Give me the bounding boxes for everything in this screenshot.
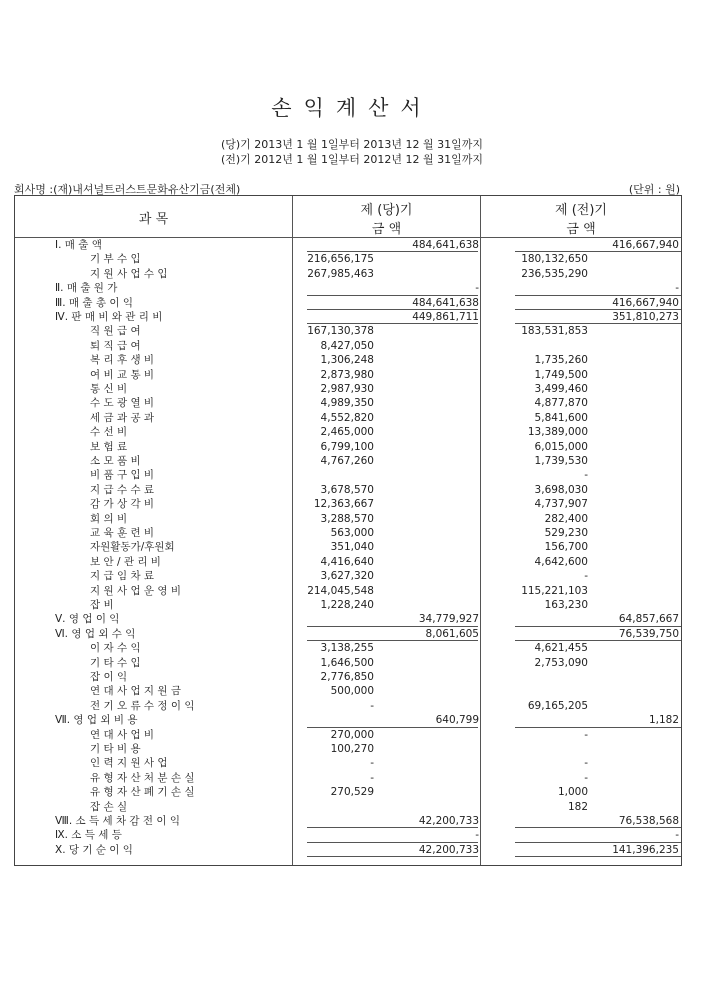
current-sub-amount: 3,627,320 [320,570,374,583]
current-sub-amount: 2,465,000 [320,426,374,439]
account-label: 기 부 수 입 [90,253,141,266]
account-label: 수 도 광 열 비 [90,397,155,410]
prior-sub-amount: 180,132,650 [521,253,588,266]
section-row [15,843,681,857]
item-row [15,742,681,756]
current-sub-amount: 500,000 [330,685,374,698]
current-total-amount: 449,861,711 [412,311,479,323]
current-total-amount: - [475,829,479,842]
account-label: Ⅳ. 판 매 비 와 관 리 비 [55,311,163,323]
item-row [15,468,681,482]
prior-sub-amount: 1,735,260 [534,354,588,367]
item-row [15,728,681,742]
account-label: Ⅸ. 소 득 세 등 [55,829,122,842]
section-row [15,814,681,828]
account-label: 잡 비 [90,599,114,611]
prior-sub-amount: 236,535,290 [521,267,588,280]
account-label: 비 품 구 입 비 [90,469,155,482]
section-row [15,296,681,310]
account-label: 자원활동가/후원회 [90,541,175,554]
header-current-amount: 금 액 [371,222,402,237]
prior-total-amount: - [675,829,679,842]
prior-sub-amount: 282,400 [544,512,588,525]
current-total-amount: 484,641,638 [412,296,479,309]
current-sub-amount: 4,989,350 [320,397,374,410]
prior-total-amount: 141,396,235 [612,843,679,856]
account-label: 보 안 / 관 리 비 [90,555,161,568]
prior-sub-amount: 1,749,500 [534,368,588,381]
current-sub-amount: - [370,757,374,770]
section-row [15,310,681,324]
account-label: 퇴 직 급 여 [90,339,141,352]
item-row [15,684,681,698]
prior-total-amount: 64,857,667 [618,613,679,626]
prior-sub-amount: 6,015,000 [534,440,588,453]
item-row [15,396,681,410]
account-label: Ⅴ. 영 업 이 익 [55,613,120,626]
current-sub-amount: 8,427,050 [320,339,374,352]
item-row [15,540,681,554]
current-sub-amount: 3,288,570 [320,512,374,525]
company-name: 회사명 :(재)내셔널트러스트문화유산기금(전체) [14,183,241,196]
account-label: 복 리 후 생 비 [90,354,155,367]
prior-sub-amount: 3,499,460 [534,383,588,395]
account-label: 연 대 사 업 지 원 금 [90,685,182,698]
current-total-amount: 640,799 [435,714,479,727]
item-row [15,497,681,511]
account-label: 세 금 과 공 과 [90,411,155,424]
prior-sub-amount: 2,753,090 [534,656,588,669]
row-underline [307,856,478,857]
account-label: 지 원 사 업 운 영 비 [90,584,182,597]
account-label: 인 력 지 원 사 업 [90,757,168,770]
section-row [15,713,681,727]
prior-sub-amount: 115,221,103 [521,584,588,597]
prior-sub-amount: - [584,728,588,741]
current-sub-amount: 2,776,850 [320,671,374,683]
prior-sub-amount: - [584,469,588,482]
item-row [15,598,681,612]
item-row [15,656,681,670]
current-total-amount: 42,200,733 [418,815,479,827]
period-prior: (전)기 2012년 1 월 1일부터 2012년 12 월 31일까지 [220,153,484,166]
current-sub-amount: 270,000 [330,728,374,741]
account-label: 소 모 품 비 [90,455,141,467]
prior-total-amount: - [675,282,679,295]
item-row [15,353,681,367]
account-label: 유 형 자 산 폐 기 손 실 [90,786,195,799]
prior-total-amount: 416,667,940 [612,239,679,251]
prior-sub-amount: 156,700 [544,541,588,554]
current-sub-amount: 4,416,640 [320,555,374,568]
current-sub-amount: - [370,771,374,784]
current-total-amount: 42,200,733 [418,843,479,856]
item-row [15,699,681,713]
period-current: (당)기 2013년 1 월 1일부터 2013년 12 월 31일까지 [220,138,484,151]
prior-sub-amount: 1,739,530 [534,455,588,467]
current-sub-amount: 267,985,463 [307,267,374,280]
prior-sub-amount: 69,165,205 [527,699,588,712]
current-sub-amount: 3,678,570 [320,483,374,496]
current-total-amount: 8,061,605 [425,627,479,640]
item-row [15,526,681,540]
current-sub-amount: 1,306,248 [320,354,374,367]
item-row [15,324,681,338]
current-total-amount: 34,779,927 [418,613,479,626]
account-label: 교 육 훈 련 비 [90,527,155,539]
prior-sub-amount: - [584,771,588,784]
current-sub-amount: 2,987,930 [320,383,374,395]
current-sub-amount: 1,228,240 [320,599,374,611]
account-label: 지 급 수 수 료 [90,483,155,496]
item-row [15,454,681,468]
account-label: 지 급 임 차 료 [90,570,155,583]
header-prior-period: 제 (전)기 [555,203,607,218]
prior-sub-amount: - [584,570,588,583]
item-row [15,569,681,583]
current-sub-amount: - [370,699,374,712]
item-row [15,756,681,770]
account-label: 직 원 급 여 [90,325,141,338]
prior-sub-amount: 4,621,455 [534,642,588,655]
account-label: Ⅰ. 매 출 액 [55,239,102,251]
account-label: 잡 이 익 [90,671,128,683]
current-sub-amount: 6,799,100 [320,440,374,453]
account-label: Ⅵ. 영 업 외 수 익 [55,627,136,640]
current-sub-amount: 167,130,378 [307,325,374,338]
prior-sub-amount: 183,531,853 [521,325,588,338]
item-row [15,411,681,425]
prior-sub-amount: 163,230 [544,599,588,611]
item-row [15,512,681,526]
item-row [15,641,681,655]
item-row [15,339,681,353]
item-row [15,368,681,382]
item-row [15,670,681,684]
prior-sub-amount: - [584,757,588,770]
account-label: 보 험 료 [90,440,128,453]
section-row [15,281,681,295]
current-sub-amount: 563,000 [330,527,374,539]
prior-sub-amount: 182 [567,800,588,813]
item-row [15,771,681,785]
current-total-amount: 484,641,638 [412,239,479,251]
current-sub-amount: 2,873,980 [320,368,374,381]
current-sub-amount: 1,646,500 [320,656,374,669]
account-label: 여 비 교 통 비 [90,368,155,381]
account-label: 수 선 비 [90,426,128,439]
prior-sub-amount: 13,389,000 [527,426,588,439]
current-total-amount: - [475,282,479,295]
account-label: Ⅹ. 당 기 순 이 익 [55,843,133,856]
unit-label: (단위 : 원) [628,183,680,196]
account-label: Ⅲ. 매 출 총 이 익 [55,296,133,309]
account-label: 기 타 비 용 [90,743,141,755]
prior-sub-amount: 529,230 [544,527,588,539]
statement-title: 손익계산서 [271,96,433,120]
section-row [15,828,681,842]
current-sub-amount: 351,040 [330,541,374,554]
prior-sub-amount: 4,737,907 [534,498,588,511]
current-sub-amount: 4,767,260 [320,455,374,467]
current-sub-amount: 4,552,820 [320,411,374,424]
item-row [15,425,681,439]
item-row [15,440,681,454]
account-label: 잡 손 실 [90,800,128,813]
prior-sub-amount: 4,877,870 [534,397,588,410]
account-label: 유 형 자 산 처 분 손 실 [90,771,195,784]
current-sub-amount: 3,138,255 [320,642,374,655]
prior-total-amount: 76,538,568 [618,815,679,827]
account-label: Ⅷ. 소 득 세 차 감 전 이 익 [55,815,181,827]
section-row [15,627,681,641]
prior-total-amount: 1,182 [648,714,679,727]
item-row [15,555,681,569]
account-label: 감 가 상 각 비 [90,498,155,511]
current-sub-amount: 216,656,175 [307,253,374,266]
account-label: 회 의 비 [90,512,128,525]
header-prior-amount: 금 액 [566,222,596,237]
item-row [15,483,681,497]
account-label: 이 자 수 익 [90,642,141,655]
prior-sub-amount: 4,642,600 [534,555,588,568]
prior-sub-amount: 5,841,600 [534,411,588,424]
item-row [15,785,681,799]
account-label: 지 원 사 업 수 입 [90,267,168,280]
current-sub-amount: 214,045,548 [307,584,374,597]
item-row [15,267,681,281]
account-label: 연 대 사 업 비 [90,728,155,741]
item-row [15,252,681,266]
current-sub-amount: 12,363,667 [313,498,374,511]
account-label: Ⅱ. 매 출 원 가 [55,282,118,295]
prior-sub-amount: 1,000 [557,786,588,799]
header-current-period: 제 (당)기 [360,203,413,218]
item-row [15,584,681,598]
header-account: 과 목 [138,212,169,227]
prior-sub-amount: 3,698,030 [534,483,588,496]
item-row [15,382,681,396]
prior-total-amount: 351,810,273 [612,311,679,323]
income-statement-table [14,195,682,866]
current-sub-amount: 100,270 [330,743,374,755]
account-label: 기 타 수 입 [90,656,141,669]
prior-total-amount: 76,539,750 [618,627,679,640]
account-label: 전 기 오 류 수 정 이 익 [90,699,195,712]
item-row [15,800,681,814]
section-row [15,238,681,252]
account-label: 통 신 비 [90,383,128,395]
section-row [15,612,681,626]
current-sub-amount: 270,529 [330,786,374,799]
account-label: Ⅶ. 영 업 외 비 용 [55,714,138,727]
row-underline [515,856,681,857]
prior-total-amount: 416,667,940 [612,296,679,309]
